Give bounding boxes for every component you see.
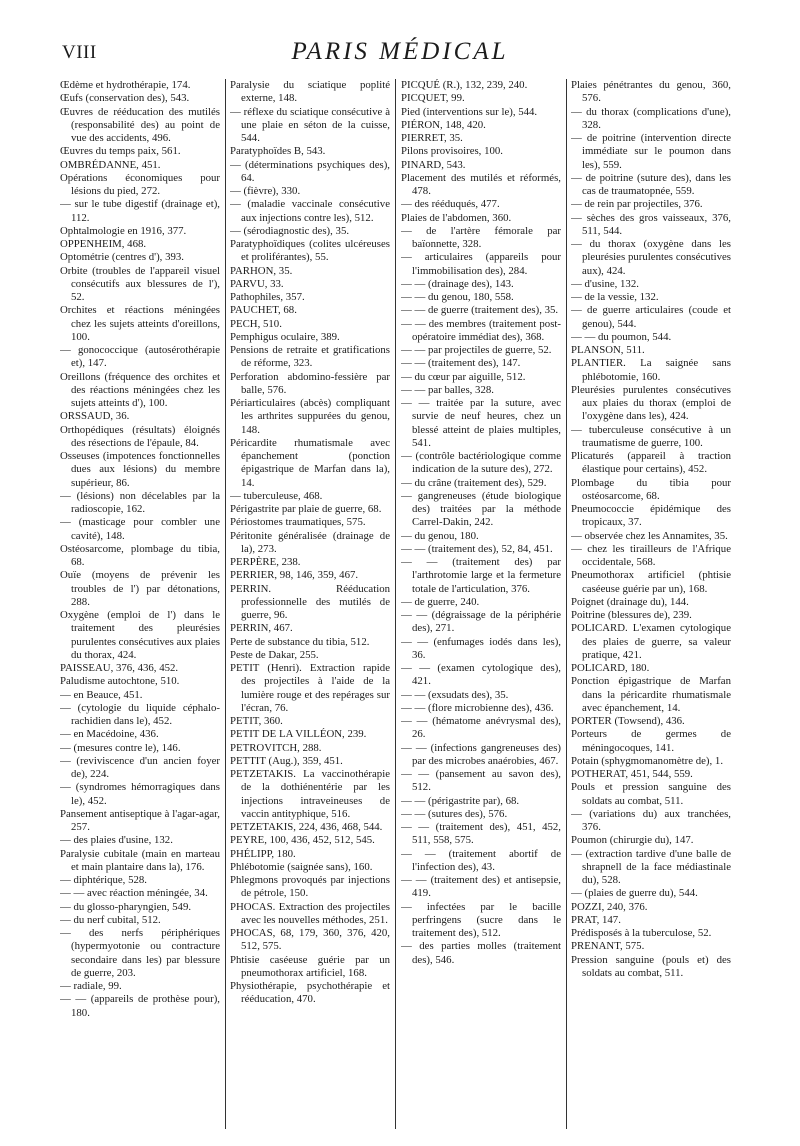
index-entry: Phlegmons provoqués par injections de pétrole, 150. — [230, 874, 390, 900]
index-entry: — des nerfs périphériques (hypermyotonie ou contracture secondaire dans les) par blessure de guerre, 203. — [60, 927, 220, 979]
index-entry: Péricardite rhumatismale avec épanchement (ponction épigastrique de Marfan dans la), 14. — [230, 436, 390, 489]
index-entry: PHOCAS, 68, 179, 360, 376, 420, 512, 575. — [230, 927, 390, 953]
index-entry: Paludisme autochtone, 510. — [60, 675, 180, 688]
index-entry: — — (exsudats des), 35. — [401, 688, 509, 701]
index-entry: Périostomes traumatiques, 575. — [230, 516, 366, 529]
index-entry: Pneumothorax artificiel (phtisie caséeuse guérie par un), 168. — [571, 569, 731, 595]
page-header — [62, 38, 738, 78]
index-entry: — radiale, 99. — [60, 980, 122, 992]
index-entry: Phlébotomie (saignée sans), 160. — [230, 860, 373, 873]
index-column-4 — [571, 79, 731, 1129]
index-entry: Plombage du tibia pour ostéosarcome, 68. — [571, 476, 731, 502]
index-entry: — chez les tirailleurs de l'Afrique occidentale, 568. — [571, 542, 731, 568]
index-entry: — (mesures contre le), 146. — [60, 741, 181, 754]
index-entry: Perte de substance du tibia, 512. — [230, 635, 370, 648]
index-entry: Opérations économiques pour lésions du pied, 272. — [60, 171, 220, 197]
index-entry: Périarticulaires (abcès) compliquant les arthrites suppurées du genou, 148. — [230, 397, 390, 436]
index-entry: PORTER (Towsend), 436. — [571, 715, 685, 727]
index-entry: — — (appareils de prothèse pour), 180. — [60, 993, 220, 1019]
index-entry: OMBRÉDANNE, 451. — [60, 158, 161, 171]
index-entry: — — (enfumages iodés dans les), 36. — [401, 635, 561, 661]
index-entry: — — (pansement au savon des), 512. — [401, 768, 561, 794]
index-entry: Œufs (conservation des), 543. — [60, 92, 190, 105]
index-entry: — (extraction tardive d'une balle de shrapnell de la face médiastinale du), 528. — [571, 847, 731, 886]
index-entry: PETIT DE LA VILLÉON, 239. — [230, 728, 367, 741]
index-entry: ORSSAUD, 36. — [60, 410, 130, 423]
index-entry: Pied (interventions sur le), 544. — [401, 105, 538, 118]
index-entry: — de poitrine (suture des), dans les cas de traumatopnée, 559. — [571, 171, 731, 197]
index-entry: — de rein par projectiles, 376. — [571, 198, 703, 211]
index-entry: — (masticage pour combler une cavité), 148. — [60, 516, 220, 542]
index-entry: — — (traitement des) par l'arthrotomie large et la fermeture totale de l'articulation, 376. — [401, 556, 561, 595]
index-entry: Pansement antiseptique à l'agar-agar, 257. — [60, 807, 220, 833]
index-entry: — — (traitement des), 451, 452, 511, 558, 575. — [401, 821, 561, 847]
index-entry: — du thorax (complications d'une), 328. — [571, 105, 731, 131]
index-entry: — — (traitement des) et antisepsie, 419. — [401, 874, 561, 900]
index-entry: — (contrôle bactériologique comme indication de la suture des), 272. — [401, 450, 561, 476]
index-entry: PARVU, 33. — [230, 277, 284, 290]
index-entry: Pression sanguine (pouls et) des soldats au combat, 511. — [571, 953, 731, 979]
index-entry: — — par projectiles de guerre, 52. — [401, 344, 552, 356]
index-entry: Phtisie caséeuse guérie par un pneumothorax artificiel, 168. — [230, 953, 390, 979]
column-divider — [395, 79, 396, 1129]
index-entry: Potain (sphygmomanomètre de), 1. — [571, 754, 724, 767]
index-entry: Orchites et réactions méningées chez les sujets atteints d'oreillons, 100. — [60, 304, 220, 343]
index-entry: — de l'artère fémorale par baïonnette, 328. — [401, 224, 561, 250]
index-entry: Prédisposés à la tuberculose, 52. — [571, 927, 712, 939]
index-entry: — (maladie vaccinale consécutive aux injections contre les), 512. — [230, 198, 390, 224]
index-entry: — — (traitement des), 52, 84, 451. — [401, 542, 553, 555]
index-entry: Ouïe (moyens de prévenir les troubles de l') par détonations, 288. — [60, 569, 220, 608]
index-entry: Poitrine (blessures de), 239. — [571, 609, 692, 621]
index-entry: — — traitée par la suture, avec survie de neuf heures, chez un blessé atteint de plaies multiples, 541. — [401, 397, 561, 449]
index-entry: — — (dégraissage de la périphérie des), 271. — [401, 609, 561, 635]
index-entry: PLANSON, 511. — [571, 344, 645, 356]
index-entry: Osseuses (impotences fonctionnelles dues aux lésions) du membre supérieur, 86. — [60, 450, 220, 489]
index-entry: — — (traitement des), 147. — [401, 357, 521, 370]
index-entry: Pathophiles, 357. — [230, 291, 305, 303]
index-entry: — — des membres (traitement post-opératoire immédiat des), 368. — [401, 317, 561, 343]
index-entry: — tuberculeuse, 468. — [230, 489, 323, 502]
index-entry: PETZETAKIS, 224, 436, 468, 544. — [230, 821, 383, 833]
index-entry: — gangreneuses (étude biologique des) traitées par la méthode Carrel-Dakin, 242. — [401, 489, 561, 529]
column-divider — [566, 79, 567, 1129]
index-entry: — — du poumon, 544. — [571, 330, 672, 343]
index-entry: — (fièvre), 330. — [230, 185, 301, 197]
index-entry: — (lésions) non décelables par la radioscopie, 162. — [60, 489, 220, 515]
index-entry: Optométrie (centres d'), 393. — [60, 251, 184, 264]
index-entry: Orthopédiques (résultats) éloignés des résections de l'épaule, 84. — [60, 423, 220, 449]
index-entry: — — de guerre (traitement des), 35. — [401, 304, 559, 317]
index-entry: Œdème et hydrothérapie, 174. — [60, 79, 191, 91]
index-entry: — — (drainage des), 143. — [401, 277, 514, 290]
index-entry: Pilons provisoires, 100. — [401, 145, 503, 158]
index-entry: Œuvres du temps paix, 561. — [60, 145, 181, 158]
index-entry: — sur le tube digestif (drainage et), 112. — [60, 198, 220, 224]
index-entry: Poumon (chirurgie du), 147. — [571, 834, 694, 847]
index-entry: POLICARD. L'examen cytologique des plaies de guerre, sa valeur pratique, 421. — [571, 622, 731, 661]
index-entry: Ostéosarcome, plombage du tibia, 68. — [60, 542, 220, 568]
running-title: PARIS MÉDICAL — [291, 38, 509, 65]
index-entry: — en Beauce, 451. — [60, 688, 143, 701]
index-entry: — (variations du) aux tranchées, 376. — [571, 807, 731, 833]
index-entry: — (cytologie du liquide céphalo-rachidien dans le), 452. — [60, 701, 220, 727]
index-entry: — — (hématome anévrysmal des), 26. — [401, 715, 561, 741]
index-entry: — observée chez les Annamites, 35. — [571, 529, 728, 542]
index-entry: — en Macédoine, 436. — [60, 728, 159, 741]
index-entry: Perforation abdomino-fessière par balle, 576. — [230, 370, 390, 396]
index-entry: — — (sutures des), 576. — [401, 807, 508, 820]
index-entry: PETZETAKIS. La vaccinothérapie de la dothiénentérie par les injections intraveineuses de vaccin antityphique, 516. — [230, 768, 390, 820]
index-entry: PICQUET, 99. — [401, 92, 465, 105]
index-columns — [60, 79, 732, 1129]
index-entry: Plaies pénétrantes du genou, 360, 576. — [571, 79, 731, 105]
index-entry: — de guerre, 240. — [401, 595, 480, 608]
index-entry: Œuvres de rééducation des mutilés (responsabilité des) au point de vue des accidents, 496. — [60, 105, 220, 144]
index-entry: PAUCHET, 68. — [230, 304, 297, 317]
index-entry: PIÉRON, 148, 420. — [401, 118, 486, 131]
index-entry: — du glosso-pharyngien, 549. — [60, 900, 192, 913]
index-entry: PETIT, 360. — [230, 715, 283, 727]
index-entry: — du nerf cubital, 512. — [60, 913, 161, 926]
index-entry: — du thorax (oxygène dans les pleurésies purulentes consécutives aux), 424. — [571, 238, 731, 277]
index-entry: PERPÈRE, 238. — [230, 556, 301, 568]
index-column-2 — [230, 79, 390, 1129]
index-entry: — (reviviscence d'un ancien foyer de), 224. — [60, 754, 220, 780]
page-number: VIII — [62, 42, 97, 63]
index-entry: Péritonite généralisée (drainage de la), 273. — [230, 529, 390, 555]
index-entry: — — (examen cytologique des), 421. — [401, 662, 561, 688]
index-entry: Plicaturés (appareil à traction élastique pour certains), 452. — [571, 450, 731, 476]
index-entry: PETROVITCH, 288. — [230, 741, 322, 754]
index-entry: Paralysie cubitale (main en marteau et main plantaire dans la), 176. — [60, 847, 220, 873]
index-entry: PERRIN, 467. — [230, 622, 293, 635]
index-entry: PEYRE, 100, 436, 452, 512, 545. — [230, 834, 375, 847]
column-divider — [225, 79, 226, 1129]
index-entry: PHOCAS. Extraction des projectiles avec les nouvelles méthodes, 251. — [230, 900, 390, 926]
index-entry: Oreillons (fréquence des orchites et des réactions méningées chez les sujets atteints d'), 100. — [60, 370, 220, 409]
index-entry: Paralysie du sciatique poplité externe, 148. — [230, 79, 390, 105]
index-entry: Orbite (troubles de l'appareil visuel consécutifs aux blessures de l'), 52. — [60, 264, 220, 303]
index-entry: Périgastrite par plaie de guerre, 68. — [230, 503, 382, 515]
index-entry: PHÉLIPP, 180. — [230, 847, 296, 860]
index-entry: — sèches des gros vaisseaux, 376, 511, 544. — [571, 211, 731, 237]
index-entry: Ophtalmologie en 1916, 377. — [60, 224, 187, 237]
index-entry: PIERRET, 35. — [401, 132, 463, 144]
index-entry: — — (flore microbienne des), 436. — [401, 701, 554, 714]
index-entry: PRENANT, 575. — [571, 940, 645, 953]
index-entry: Plaies de l'abdomen, 360. — [401, 211, 512, 224]
index-entry: — — du genou, 180, 558. — [401, 291, 514, 303]
index-entry: PARHON, 35. — [230, 264, 293, 277]
index-entry: Paratyphoïdes B, 543. — [230, 145, 326, 158]
index-entry: — (sérodiagnostic des), 35. — [230, 224, 350, 237]
index-entry: — des plaies d'usine, 132. — [60, 834, 173, 847]
index-entry: PRAT, 147. — [571, 913, 621, 926]
index-entry: Peste de Dakar, 255. — [230, 648, 319, 661]
index-entry: Pemphigus oculaire, 389. — [230, 330, 340, 343]
index-entry: Placement des mutilés et réformés, 478. — [401, 171, 561, 197]
index-column-1 — [60, 79, 220, 1129]
index-entry: PETIT (Henri). Extraction rapide des projectiles à l'aide de la lumière rouge et des repérages sur l'écran, 76. — [230, 662, 390, 714]
index-entry: PLANTIER. La saignée sans phlébotomie, 160. — [571, 357, 731, 383]
index-entry: POLICARD, 180. — [571, 662, 650, 674]
index-entry: — — (périgastrite par), 68. — [401, 794, 520, 807]
index-entry: — d'usine, 132. — [571, 277, 639, 290]
index-entry: PETTIT (Aug.), 359, 451. — [230, 754, 343, 767]
index-entry: PERRIN. Rééducation professionnelle des mutilés de guerre, 96. — [230, 582, 390, 621]
index-entry: OPPENHEIM, 468. — [60, 238, 147, 250]
index-entry: POZZI, 240, 376. — [571, 900, 648, 913]
index-entry: — de la vessie, 132. — [571, 291, 659, 303]
index-entry: — des parties molles (traitement des), 546. — [401, 940, 561, 966]
index-entry: Physiothérapie, psychothérapie et rééducation, 470. — [230, 980, 390, 1006]
index-entry: — diphtérique, 528. — [60, 874, 147, 886]
index-entry: — (déterminations psychiques des), 64. — [230, 158, 390, 184]
index-entry: PERRIER, 98, 146, 359, 467. — [230, 569, 359, 582]
index-entry: — du crâne (traitement des), 529. — [401, 476, 547, 489]
index-entry: — (plaies de guerre du), 544. — [571, 887, 698, 900]
index-entry: — de poitrine (intervention directe immédiate sur le poumon dans les), 559. — [571, 132, 731, 171]
index-entry: — — par balles, 328. — [401, 383, 494, 396]
index-entry: POTHERAT, 451, 544, 559. — [571, 768, 693, 780]
index-entry: — des rééduqués, 477. — [401, 198, 500, 211]
index-entry: Pneumococcie épidémique des tropicaux, 37. — [571, 503, 731, 529]
index-entry: Poignet (drainage du), 144. — [571, 595, 689, 608]
index-entry: — du genou, 180. — [401, 529, 479, 542]
index-entry: Ponction épigastrique de Marfan dans la péricardite rhumatismale avec épanchement, 14. — [571, 675, 731, 714]
index-column-3 — [401, 79, 561, 1129]
index-entry: Pleurésies purulentes consécutives aux plaies du thorax (emploi de l'oxygène dans les), 424. — [571, 383, 731, 423]
index-entry: Pouls et pression sanguine des soldats au combat, 511. — [571, 781, 731, 807]
index-entry: Oxygène (emploi de l') dans le traitement des pleurésies purulentes consécutives aux plaies du thorax, 424. — [60, 609, 220, 661]
index-entry: — infectées par le bacille perfringens (sucre dans le traitement des), 512. — [401, 900, 561, 939]
index-entry: — gonococcique (autosérothérapie et), 147. — [60, 344, 220, 370]
index-entry: — — avec réaction méningée, 34. — [60, 887, 208, 900]
index-entry: Porteurs de germes de méningocoques, 141. — [571, 728, 731, 754]
index-entry: — (syndromes hémorragiques dans le), 452. — [60, 781, 220, 807]
index-entry: Pensions de retraite et gratifications de réforme, 323. — [230, 344, 390, 370]
index-entry: PAISSEAU, 376, 436, 452. — [60, 662, 179, 674]
index-entry: — réflexe du sciatique consécutive à une plaie en séton de la cuisse, 544. — [230, 105, 390, 144]
index-entry: — — (infections gangreneuses des) par des microbes anaérobies, 467. — [401, 741, 561, 767]
index-entry: PINARD, 543. — [401, 158, 466, 171]
index-entry: — articulaires (appareils pour l'immobilisation des), 284. — [401, 251, 561, 277]
index-entry: — du cœur par aiguille, 512. — [401, 370, 526, 383]
index-entry: — tuberculeuse consécutive à un traumatisme de guerre, 100. — [571, 423, 731, 449]
index-entry: PECH, 510. — [230, 317, 282, 330]
index-entry: Paratyphoïdiques (colites ulcéreuses et proliférantes), 55. — [230, 238, 390, 264]
index-entry: PICQUÉ (R.), 132, 239, 240. — [401, 79, 528, 91]
index-entry: — de guerre articulaires (coude et genou), 544. — [571, 304, 731, 330]
index-entry: — — (traitement abortif de l'infection des), 43. — [401, 847, 561, 873]
